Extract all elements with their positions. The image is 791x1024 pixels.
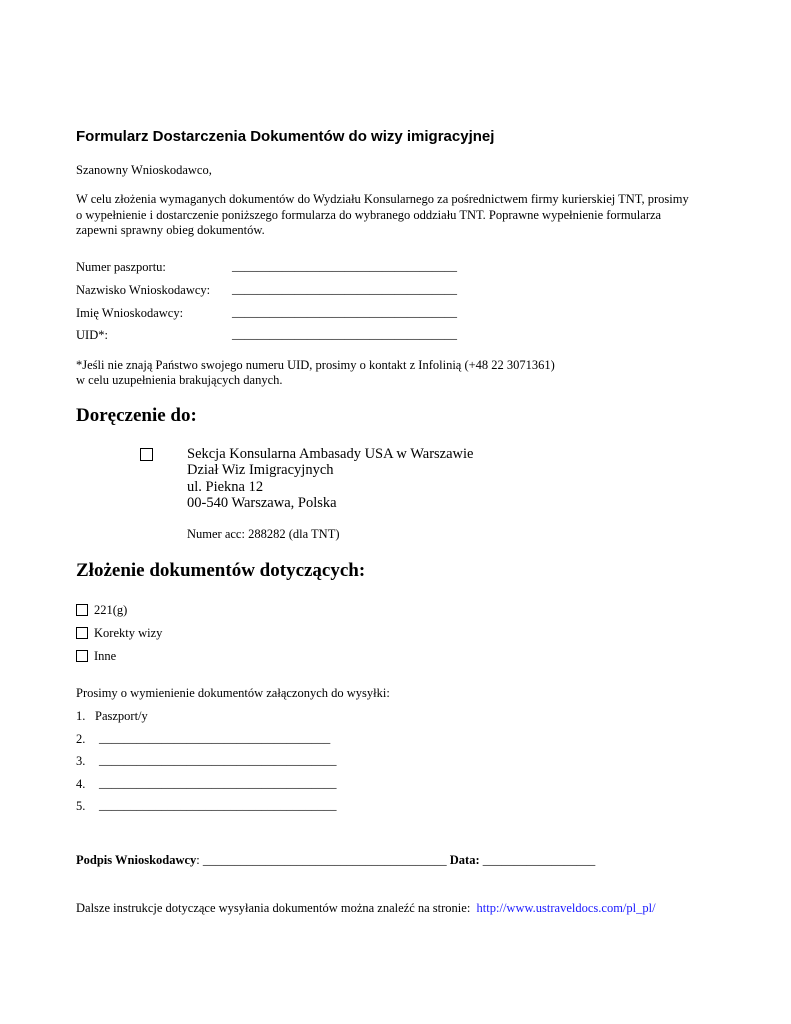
surname-label: Nazwisko Wnioskodawcy:	[76, 283, 211, 297]
signature-label: Podpis Wnioskodawcy	[76, 853, 197, 867]
list-intro: Prosimy o wymienienie dokumentów załączonych do wysyłki:	[76, 686, 390, 700]
intro-line-3: zapewni sprawny obieg dokumentów.	[76, 223, 265, 237]
uid-note-line-2: w celu uzupełnienia brakujących danych.	[76, 373, 283, 387]
intro-line-2: o wypełnienie i dostarczenie poniższego formularza do wybranego oddziału TNT. Poprawne wypełnienie formularza	[76, 208, 662, 222]
list-item-5-number: 5.	[76, 799, 86, 813]
passport-number-label: Numer paszportu:	[76, 260, 166, 274]
list-item-3-number: 3.	[76, 754, 86, 768]
date-label: Data:	[449, 853, 480, 867]
option-visa-correction-label: Korekty wizy	[94, 626, 163, 640]
documents-heading: Złożenie dokumentów dotyczących:	[76, 560, 366, 581]
signature-colon: :	[196, 853, 203, 867]
list-item-1-number: 1.	[76, 709, 86, 723]
option-visa-correction-checkbox[interactable]	[76, 627, 88, 639]
uid-label: UID*:	[76, 328, 108, 342]
uid-field[interactable]: ____________________________________	[232, 327, 457, 341]
uid-note-line-1: *Jeśli nie znają Państwo swojego numeru UID, prosimy o kontakt z Infolinią (+48 22 3071361)	[76, 358, 555, 372]
footer-row	[76, 901, 656, 916]
footer-link[interactable]: http://www.ustraveldocs.com/pl_pl/	[476, 901, 656, 915]
list-item-5-field[interactable]: ______________________________________	[99, 798, 337, 812]
signature-row	[76, 853, 595, 868]
intro-line-1: W celu złożenia wymaganych dokumentów do Wydziału Konsularnego za pośrednictwem firmy kurierskiej TNT, prosimy	[76, 192, 689, 206]
list-item-3-field[interactable]: ______________________________________	[99, 753, 337, 767]
passport-number-field[interactable]: ____________________________________	[232, 259, 457, 273]
list-item-1-text: Paszport/y	[95, 709, 148, 723]
list-item-4-field[interactable]: ______________________________________	[99, 776, 337, 790]
option-221g-label: 221(g)	[94, 603, 128, 617]
option-221g-checkbox[interactable]	[76, 604, 88, 616]
first-name-field[interactable]: ____________________________________	[232, 305, 457, 319]
address-line-4: 00-540 Warszawa, Polska	[187, 495, 337, 511]
delivery-checkbox[interactable]	[140, 448, 153, 461]
account-number: Numer acc: 288282 (dla TNT)	[187, 527, 340, 541]
address-line-2: Dział Wiz Imigracyjnych	[187, 462, 334, 478]
page-title: Formularz Dostarczenia Dokumentów do wizy imigracyjnej	[76, 128, 495, 145]
greeting: Szanowny Wnioskodawco,	[76, 163, 212, 177]
option-other-label: Inne	[94, 649, 117, 663]
address-line-1: Sekcja Konsularna Ambasady USA w Warszawie	[187, 446, 474, 462]
option-other-checkbox[interactable]	[76, 650, 88, 662]
list-item-2-number: 2.	[76, 732, 86, 746]
date-field[interactable]: __________________	[482, 853, 596, 867]
list-item-4-number: 4.	[76, 777, 86, 791]
address-line-3: ul. Piekna 12	[187, 479, 264, 495]
list-item-2-field[interactable]: _____________________________________	[99, 731, 331, 745]
delivery-heading: Doręczenie do:	[76, 405, 197, 426]
surname-field[interactable]: ____________________________________	[232, 282, 457, 296]
footer-text: Dalsze instrukcje dotyczące wysyłania dokumentów można znaleźć na stronie:	[76, 901, 471, 915]
first-name-label: Imię Wnioskodawcy:	[76, 306, 184, 320]
signature-field[interactable]: _______________________________________	[202, 853, 447, 867]
